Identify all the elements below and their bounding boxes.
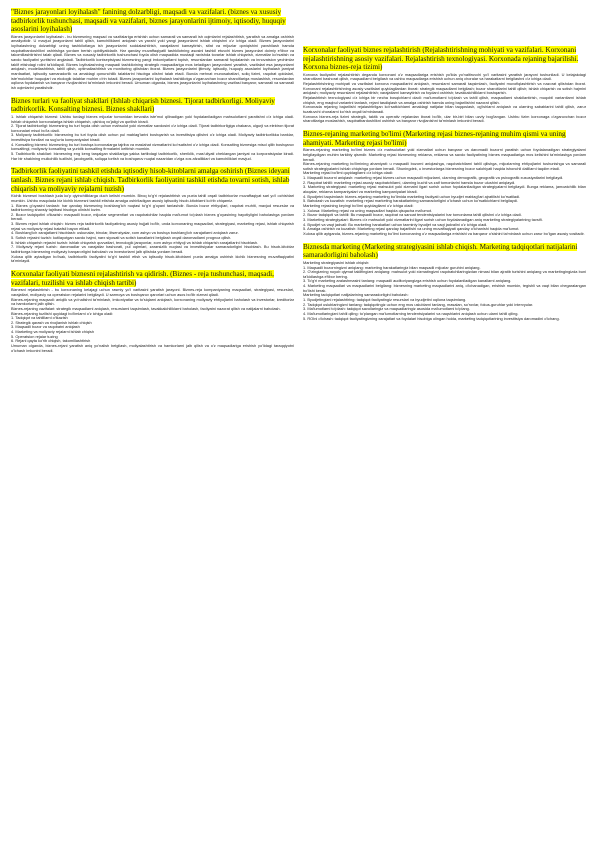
section-6 [303,130,586,237]
right-column [303,8,586,836]
left-column [11,8,294,836]
section-heading: Korxonalar faoliyati biznes rejalashtirish (Rejalashtirishning mohiyati va vazifalari. Korxonani rejalashtirishning asosiy vazifalari. Rejalashtirish texnologiyasi. Korxonada rejaning bajarilishi. Korxona biznes-reja tizimi) [303,46,579,72]
section-heading: Korxonalar faoliyati biznesni rejalashtirish va qidirish. (Biznes - reja tushunchasi, maqsadi, vazifalari, tuzilishi va ishlab chiqish tartibi) [11,270,274,287]
section-4 [11,270,294,353]
section-3 [11,167,294,264]
section-2 [11,97,294,162]
section-body: Kichik biznesni boshlash juda ko'p qiyinchiliklarga duch kelishi mumkin. Biroq to'g'ri rejalashtirish va puxta tahlil orqali tadbirkorlar muvaffaqiyat sari yo'l ochishlari mumkin. Ushbu maqolada biz kichik biznesni tashkil etishda amalga oshiriladigan asosiy iqtisodiy hisob-kitoblarni ko'rib chiqamiz. 1. Biznes g'oyasini tanlash: har qanday biznesning boshlang'ich nuqtasi to'g'ri g'oyani tanlashdir. Bunda bozor ehtiyojlari, raqobat muhiti, mavjud resurslar va tadbirkorning shaxsiy tajribasi hisobga olinishi lozim. 2. Bozor tadqiqotini o'tkazish: maqsadli bozor, mijozlar segmentlari va raqobatchilar haqida ma'lumot to'plash biznes g'oyasining hayotiyligini baholashga yordam beradi. 3. Biznes rejani ishlab chiqish: biznes reja tadbirkorlik faoliyatining asosiy hujjati bo'lib, unda korxonaning maqsadlari, strategiyasi, marketing rejasi, ishlab chiqarish rejasi va moliyaviy rejasi batafsil bayon etiladi. 4. Boshlang'ich xarajatlarni hisoblash: uskunalar, binolar, litsenziyalar, xom ashyo va boshqa boshlang'ich xarajatlarni aniqlash zarur. 5. Sotish rejasini tuzish: kutilayotgan savdo hajmi, narx siyosati va sotish kanallarini belgilash orqali daromadlarni prognoz qilish. 6. Ishlab chiqarish rejasini tuzish: ishlab chiqarish quvvatlari, texnologik jarayonlar, xom ashyo ehtiyoji va ishlab chiqarish xarajatlarini hisoblash. 7. Moliyaviy rejani tuzish: daromadlar va xarajatlar bashorati, pul oqimlari, zararsizlik nuqtasi va investitsiyalar samaradorligini hisoblash. Bu hisob-kitoblar tadbirkorga biznesning moliyaviy barqarorligini baholash va investorlarni jalb qilishda yordam beradi. Xulosa qilib aytadigan bo'lsak, tadbirkorlik faoliyatini to'g'ri tashkil etish va iqtisodiy hisob-kitoblarni puxta amalga oshirish kichik biznesning muvaffaqiyatini ta'minlaydi. [11,193,294,264]
section-heading: "Biznes jarayonlari loyihalash" fanining dolzarbligi, maqsadi va vazifalari. (biznes va xususiy tadbirkorlik tushunchasi, maqsadi va vazifalari, biznes jarayonlarini ijtimoiy, iqtisodiy, huquqiy asoslarini loyihalash) [11,8,286,34]
section-body: Biznes-rejaning marketing bo'limi biznes o'z mahsulotlari yoki xizmatlari uchun barqaror va daromadli bozorni yaratish uchun foydalanadigan strategiyalarni belgilaydigan muhim tarkibiy qismdir. Marketing rejasi biznesning reklama, reklama va savdo faoliyatining biznes maqsadlariga mos kelishini ta'minlashga yordam beradi. Biznes-rejaning marketing bo'limining ahamiyati: u maqsadli bozorni aniqlashga, raqobatchilarni tahlil qilishga, mijozlarning ehtiyojlarini tushunishga va samarali sotish strategiyalarini ishlab chiqishga yordam beradi. Shuningdek, u investorlarga biznesning bozor salohiyati haqida ishonchli dalillarni taqdim etadi. Marketing rejasi bo'limi quyidagilarni o'z ichiga oladi: 1. Maqsadli bozorni aniqlash: marketing rejasi biznes uchun maqsadli mijozlarni, ularning demografik, geografik va psixografik xususiyatlarini belgilaydi. 2. Raqobat tahlili: marketing rejasi asosiy raqobatchilarni, ularning kuchli va zaif tomonlarini hamda bozor ulushini aniqlaydi. 3. Marketing strategiyasi: marketing rejasi mahsulot yoki xizmatni ilgari surish uchun foydalaniladigan strategiyalarni belgilaydi. Bunga reklama, jamoatchilik bilan aloqalar, reklama kampaniyalari va marketing kampaniyalari kiradi. 4. Byudjetni taqsimlash: biznes-rejaning marketing bo'limida marketing faoliyati uchun byudjet mablag'lari ajratilishi ko'rsatiladi. 5. Baholash va kuzatish: marketing rejasi marketing harakatlarining samaradorligini o'lchash uchun ko'rsatkichlarni belgilaydi. Marketing rejasining keyingi bo'limi quyidagilarni o'z ichiga oladi: 1. Xulosa: Marketing rejasi va uning maqsadlari haqida qisqacha ma'lumot. 2. Bozor tadqiqoti va tahlili: Bu maqsadli bozor, raqobat va sanoat tendentsiyalarini har tomonlama tahlil qilishni o'z ichiga oladi. 3. Marketing strategiyalari: Biznes o'z mahsuloti yoki xizmatlarini ilgari surish uchun foydalanadigan aniq marketing strategiyalarining tavsifi. 4. Byudjet va vaqt jadvali: Bu marketing harakatlari uchun taxminiy byudjet va vaqt jadvalini o'z ichiga oladi. 5. Amalga oshirish va kuzatish: Marketing rejasi qanday bajarilishi va uning muvaffaqiyati qanday o'lchanishi haqida ma'lumot. Xulosa qilib aytganda, biznes-rejaning marketing bo'limi korxonaning o'z maqsadlariga erishishi va barqaror o'sishini ta'minlash uchun zarur bo'lgan asosiy vositadir. [303,147,586,236]
section-body: Biznesni rejalashtirish - bu korxonaning kelajagi uchun rasmiy yo'l xaritasini yaratish jarayoni. Biznes-reja kompaniyaning maqsadlari, strategiyasi, resurslari, xarajatlari, moliyaviy va operatsion rejalarini belgilaydi. U sarmoya va boshqaruv qarorlari uchun asos bo'lib xizmat qiladi. Biznes-rejaning maqsadi: aniqlik va yo'nalishni ta'minlash, imkoniyatlar va to'siqlarni aniqlash, korxonaning moliyaviy ehtiyojlarini baholash va investorlar, kreditorlar va hamkorlarni jalb qilish. Biznes-rejaning vazifalari: strategik maqsadlarni aniqlash, resurslarni taqsimlash, tavakkalchiliklarni baholash, faoliyatni nazorat qilish va natijalarni baholash. Biznes-rejaning tuzilishi quyidagi bo'limlarni o'z ichiga oladi: 1. Tadqiqot va tahlillarni o'tkazish 2. Strategik qarash va rivojlanish ishlab chiqish 3. Maqsadli bozor va raqobatni aniqlash 4. Marketing va moliyaviy rejalarni ishlab chiqish 5. Operatsion rejalar tuzing 6. Rejani qayta ko'rib chiqish, takomillashtirish Umuman olganda, biznes-rejani yaratish aniq yo'nalish belgilash, moliyalashtirish va hamkorlarni jalb qilish va o'z maqsadlariga erishish yo'lidagi taraqqiyotni o'lchash imkonini beradi. [11,287,294,353]
section-body: Biznes jarayonlarini loyihalash - bu biznesning maqsad va vazifalariga erishish uchun samarali va samarali ish oqimlarini rejalashtirish, yaratish va amalga oshirish amaliyotidir. U mavjud jarayonlarni tahlil qilish, kamchiliklarni aniqlash va yaxshi yoki yangi jarayonlarni ishlab chiqishni o'z ichiga oladi. Biznes jarayonlarini loyihalashning dolzarbligi uning tashkilotlarga ish jarayonlarini soddalashtirish, xarajatlarni kamaytirish, sifat va mijozlar qoniqishini yaxshilash hamda raqobatbardoshlikni oshirishga yordam berish qobiliyatidadir. Har qanday muvaffaqiyatli tashkilotning asosini tashkil etuvchi biznes jarayonlari doimiy e'tibor va takomillashtirishni talab qiladi. Biznes va xususiy tadbirkorlik tushunchasi foyda olish maqsadida mustaqil ravishda tovarlar ishlab chiqarish, xizmatlar ko'rsatish va savdo faoliyatini yuritishni anglatadi. Tadbirkorlik kontseptsiyasi biznesning yangi imkoniyatlarni topish, resurslardan samarali foydalanish va innovatsion yechimlar taklif etishdagi rolini ta'kidlaydi. Biznes loyihalashning maqsadi tashkilotning strategik maqsadlariga mos keladigan jarayonlarni yaratish, vazifalari esa jarayonlarni aniqlash, modellashtirish, tahlil qilish, optimallashtirish va monitoring qilishdan iborat. Biznes jarayonlarini ijtimoiy, iqtisodiy, huquqiy asoslarini loyihalash jamiyat manfaatlari, iqtisodiy samaradorlik va amaldagi qonunchilik talablarini hisobga olishni talab etadi. Bunda mehnat munosabatlari, soliq tizimi, raqobat qoidalari, iste'molchilar huquqlari va ekologik talablar muhim o'rin tutadi. Biznes jarayonlarini loyihalash tashkilotga o'zgaruvchan bozor sharoitlariga moslashish, resurslardan oqilona foydalanish va barqaror rivojlanishni ta'minlash imkonini beradi. Umuman olganda, biznes jarayonlarini loyihalashning vazifasi barqaror, samarali va samarali ish oqimlarini yaratishdir. [11,33,294,90]
section-heading: Biznes turlari va faoliyat shakllari (Ishlab chiqarish biznesi. Tijorat tadbirkorligi. Moliyaviy tadbirkorlik. Konsalting biznesi. Biznes shakllari) [11,96,275,114]
section-body: Korxona faoliyatini rejalashtirish deganda korxonani o'z maqsadlariga erishish yo'lida yo'naltiruvchi yo'l xaritasini yaratish jarayoni tushuniladi. U kelajakdagi sharoitlarni bashorat qilish, maqsadlarni belgilash va ushbu maqsadlarga erishish uchun aniq choralar va harakatlarni belgilashni o'z ichiga oladi. Rejalashtirishning mohiyati va vazifalari korxona maqsadlarini aniqlash, resurslarni samarali taqsimlash, faoliyatni muvofiqlashtirish va nazorat qilishdan iborat. Korxonani rejalashtirishning asosiy vazifalari quyidagilardan iborat: strategik maqsadlarni belgilash; bozor sharoitlarini tahlil qilish; ishlab chiqarish va sotish hajmini aniqlash; moliyaviy resurslarni rejalashtirish; xarajatlarni kamaytirish va foydani oshirish; tavakkalchiliklarni boshqarish. Rejalashtirish texnologiyasi o'z ichiga bir necha bosqichlarni oladi: ma'lumotlarni to'plash va tahlil qilish, maqsadlarni shakllantirish, muqobil variantlarni ishlab chiqish, eng maqbul variantni tanlash, rejani tasdiqlash va amalga oshirish hamda uning bajarilishini nazorat qilish. Korxonada rejaning bajarilishi rejalashtirilgan ko'rsatkichlarni amaldagi natijalar bilan taqqoslash, og'ishlarni aniqlash va ularning sabablarini tahlil qilish, zarur tuzatuvchi choralarni ko'rish orqali ta'minlanadi. Korxona biznes-reja tizimi strategik, taktik va operativ rejalardan iborat bo'lib, ular bir-biri bilan uzviy bog'langan. Ushbu tizim korxonaga o'zgaruvchan bozor sharoitlariga moslashish, raqobatbardoshlikni oshirish va barqaror rivojlanishni ta'minlash imkonini beradi. [303,71,586,124]
section-body: Marketing strategiyasini ishlab chiqish: 1. Maqsadli bozorningizni aniqlang: marketing harakatlaringiz bilan maqsadli mijozlar guruhini aniqlang. 2. O'zingizning noyob qiymat taklifingizni aniqlang: mahsulot yoki xizmatingizni raqobatchilaringizdan nimasi bilan ajratib turishini aniqlang va marketingingizda buni ta'kidlashga e'tibor bering. 3. To'g'ri marketing aralashmasini tanlang: maqsadli auditoriyangizga erishish uchun foydalaniladigan kanallarni aniqlang. 4. Marketing maqsadlari va maqsadlarini belgilang: biznesning marketing maqsadlarini aniq, o'lchanadigan, erishish mumkin, tegishli va vaqt bilan chegaralangan bo'lishi kerak. Marketing tadqiqotlari natijalarining samaradorligini baholash: 1. Byudjetingizni rejalashtiring: tadqiqot faoliyatingiz resurslari va byudjetini oqilona taqsimlang. 2. Tadqiqot uslublaringizni tanlang: tadqiqotingiz uchun eng mos uslublarni tanlang, masalan, so'rovlar, fokus-guruhlar yoki intervyular. 3. Ma'lumotlarni to'plash: tadqiqot savollaringiz va maqsadlaringiz asosida ma'lumotlarni to'plang. 4. Ma'lumotlaringizni tahlil qiling: to'plangan ma'lumotlarning tendentsiyalarini va naqshlarini aniqlash uchun ularni tahlil qiling. 5. ROIni o'lchash: tadqiqot faoliyatingizning xarajatlari va foydalari hisobiga olingan holda, marketing tadqiqotlarining investitsiya daromadini o'lchang. [303,259,586,321]
section-heading: Tadbirkorlik faoliyatini tashkil etishda iqtisodiy hisob-kitoblarni amalga oshirish (Biznes ideyani tanlash. Biznes rejani ishlab chiqish. Tadbirkorlik faoliyatini tashkil etishda tovarni sotish, ishlab chiqarish va moliyaviy rejalarni tuzish) [11,167,290,193]
section-heading: Biznesda marketing (Marketing strategiyasini ishlab chiqish. Marketing tadqiqotlari natijalarini samaradorligini baholash) [303,242,578,260]
section-5 [303,46,586,124]
section-7 [303,243,586,322]
section-heading: Biznes-rejaning marketing bo'limi (Marketing rejasi biznes-rejaning muhim qismi va uning ahamiyati. Marketing rejasi bo'limi) [303,130,566,147]
section-body: 1. Ishlab chiqarish biznesi: Ushbu turdagi biznes mijozlar tomonidan bevosita iste'mol qilinadigan yoki foydalaniladigan mahsulotlarni yaratishni o'z ichiga oladi. Ishlab chiqarish korxonalariga ishlab chiqarish, qishloq xo'jaligi va qurilish kiradi. 2. Tijorat tadbirkorligi: biznesning bu turi foyda olish uchun mahsulot yoki xizmatlar savdosini o'z ichiga oladi. Tijorat tadbirkorligiga chakana, ulgurji va elektron tijorat korxonalari misol bo'la oladi. 3. Moliyaviy tadbirkorlik: biznesning bu turi foyda olish uchun pul mablag'larini boshqarish va investitsiya qilishni o'z ichiga oladi. Moliyaviy tadbirkorlikka banklar, investitsiya fondlari va sug'urta kompaniyalari kiradi. 4. Konsalting biznesi: biznesning bu turi boshqa korxonalarga tajriba va maslahat xizmatlarini ko'rsatishni o'z ichiga oladi. Konsalting biznesiga misol qilib boshqaruv konsaltingi, moliyaviy konsalting va yuridik konsalting firmalarini keltirish mumkin. 5. Tadbirkorlik shakllari: biznesning eng keng tarqalgan shakllariga yakka tartibdagi tadbirkorlik, sheriklik, mas'uliyati cheklangan jamiyat va korporatsiyalar kiradi. Har bir shaklning mulkchilik tuzilishi, javobgarlik, soliqqa tortish va boshqaruv nuqtai nazaridan o'ziga xos afzalliklari va kamchiliklari mavjud. [11,113,294,161]
section-1 [11,8,294,91]
